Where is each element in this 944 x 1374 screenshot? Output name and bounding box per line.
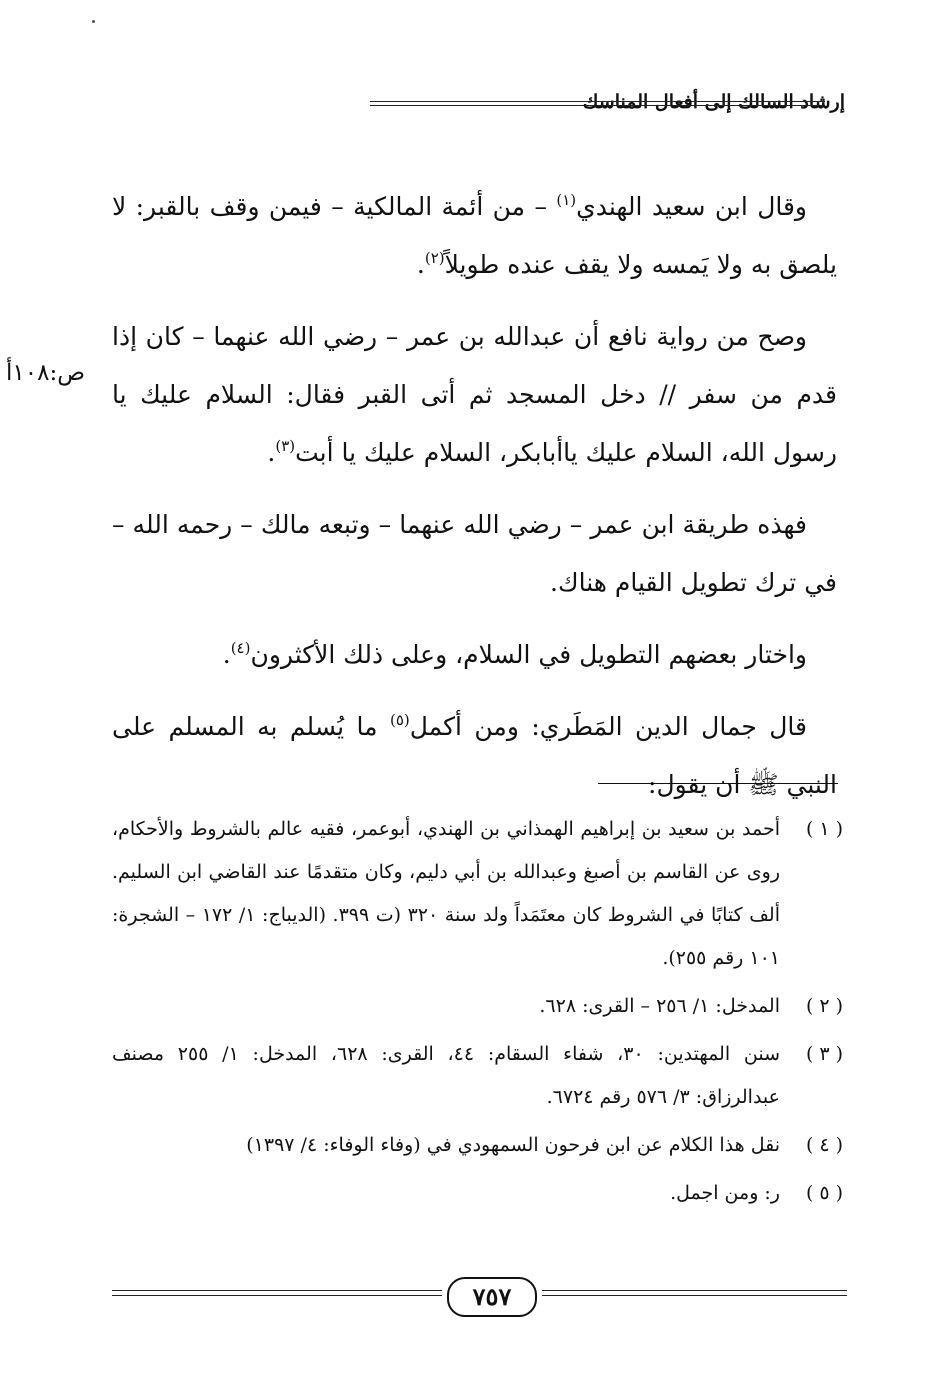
footnote-number: ( ٣ ): [805, 1043, 844, 1065]
footnote-text: سنن المهتدين: ٣٠، شفاء السقام: ٤٤، القرى: ٦٢٨، المدخل: ١/ ٢٥٥ مصنف عبدالرزاق: ٣/ ٥٧٦ رقم ٦٧٢٤.: [112, 1043, 780, 1108]
manuscript-folio-note: ص:١٠٨أ: [6, 360, 86, 386]
footnotes: [112, 808, 852, 1220]
paragraph-3: فهذه طريقة ابن عمر – رضي الله عنهما – وتبعه مالك – رحمه الله – في ترك تطويل القيام هناك.: [112, 510, 837, 597]
footnote-ref-1: (١): [556, 191, 577, 209]
speck-mark: [92, 20, 95, 23]
footnote-text: المدخل: ١/ ٢٥٦ – القرى: ٦٢٨.: [539, 995, 780, 1017]
footnote-ref-4: (٤): [230, 639, 251, 657]
footnote-1: [112, 808, 852, 980]
footer-rule-left-2: [112, 1295, 442, 1296]
page-footer: [112, 1268, 847, 1328]
footnote-number: ( ٤ ): [805, 1134, 844, 1156]
paragraph-1: وقال ابن سعيد الهندي$^{(١)}$ – من أئمة المالكية – فيمن وقف بالقبر: لا يلصق به ولا يَمسه ولا يقف عنده طويلاً$^{(٢)}$.: [112, 191, 837, 279]
footnote-3: [112, 1033, 852, 1119]
footnote-text: نقل هذا الكلام عن ابن فرحون السمهودي في (وفاء الوفاء: ٤/ ١٣٩٧): [246, 1134, 780, 1156]
page-number: ٧٥٧: [447, 1277, 537, 1317]
footnote-number: ( ٢ ): [805, 995, 844, 1017]
footnote-4: [112, 1124, 852, 1167]
paragraph-2: وصح من رواية نافع أن عبدالله بن عمر – رضي الله عنهما – كان إذا قدم من سفر // دخل المسجد ثم أتى القبر فقال: السلام عليك يا رسول الله، السلام عليك ياأبابكر، السلام عليك يا أبت$^{(٣)}$.: [112, 322, 837, 467]
footnote-2: [112, 985, 852, 1028]
footnote-ref-5: (٥): [389, 711, 410, 729]
footnote-number: ( ٥ ): [805, 1182, 844, 1204]
footnote-text: ر: ومن اجمل.: [670, 1182, 780, 1204]
footnote-separator: [598, 783, 838, 784]
footer-rule-right-1: [542, 1290, 847, 1291]
running-header: [110, 88, 845, 118]
footnote-5: [112, 1172, 852, 1215]
footer-rule-left-1: [112, 1290, 442, 1291]
running-header-title: إرشاد السالك إلى أفعال المناسك: [582, 91, 845, 113]
paragraph-5: قال جمال الدين المَطَري: ومن أكمل$^{(٥)}$ ما يُسلم به المسلم على النبي ﷺ أن يقول:: [112, 711, 837, 799]
footnote-text: أحمد بن سعيد بن إبراهيم الهمذاني بن الهندي، أبوعمر، فقيه عالم بالشروط والأحكام، روى عن القاسم بن أصبغ وعبدالله بن أبي دليم، وكان متقدمًا عند القاضي ابن السليم. ألف كتابًا في الشروط كان معتَمَداً ولد سنة ٣٢٠ (ت ٣٩٩. (الديباج: ١/ ١٧٢ – الشجرة: ١٠١ رقم ٢٥٥).: [112, 818, 780, 969]
footnote-number: ( ١ ): [805, 818, 844, 840]
footnote-ref-3: (٣): [275, 437, 296, 455]
main-text: [112, 178, 837, 828]
footnote-ref-2: (٢): [424, 249, 445, 267]
header-double-rule: [370, 88, 845, 118]
paragraph-4: واختار بعضهم التطويل في السلام، وعلى ذلك الأكثرون$^{(٤)}$.: [222, 639, 807, 669]
footer-rule-right-2: [542, 1295, 847, 1296]
